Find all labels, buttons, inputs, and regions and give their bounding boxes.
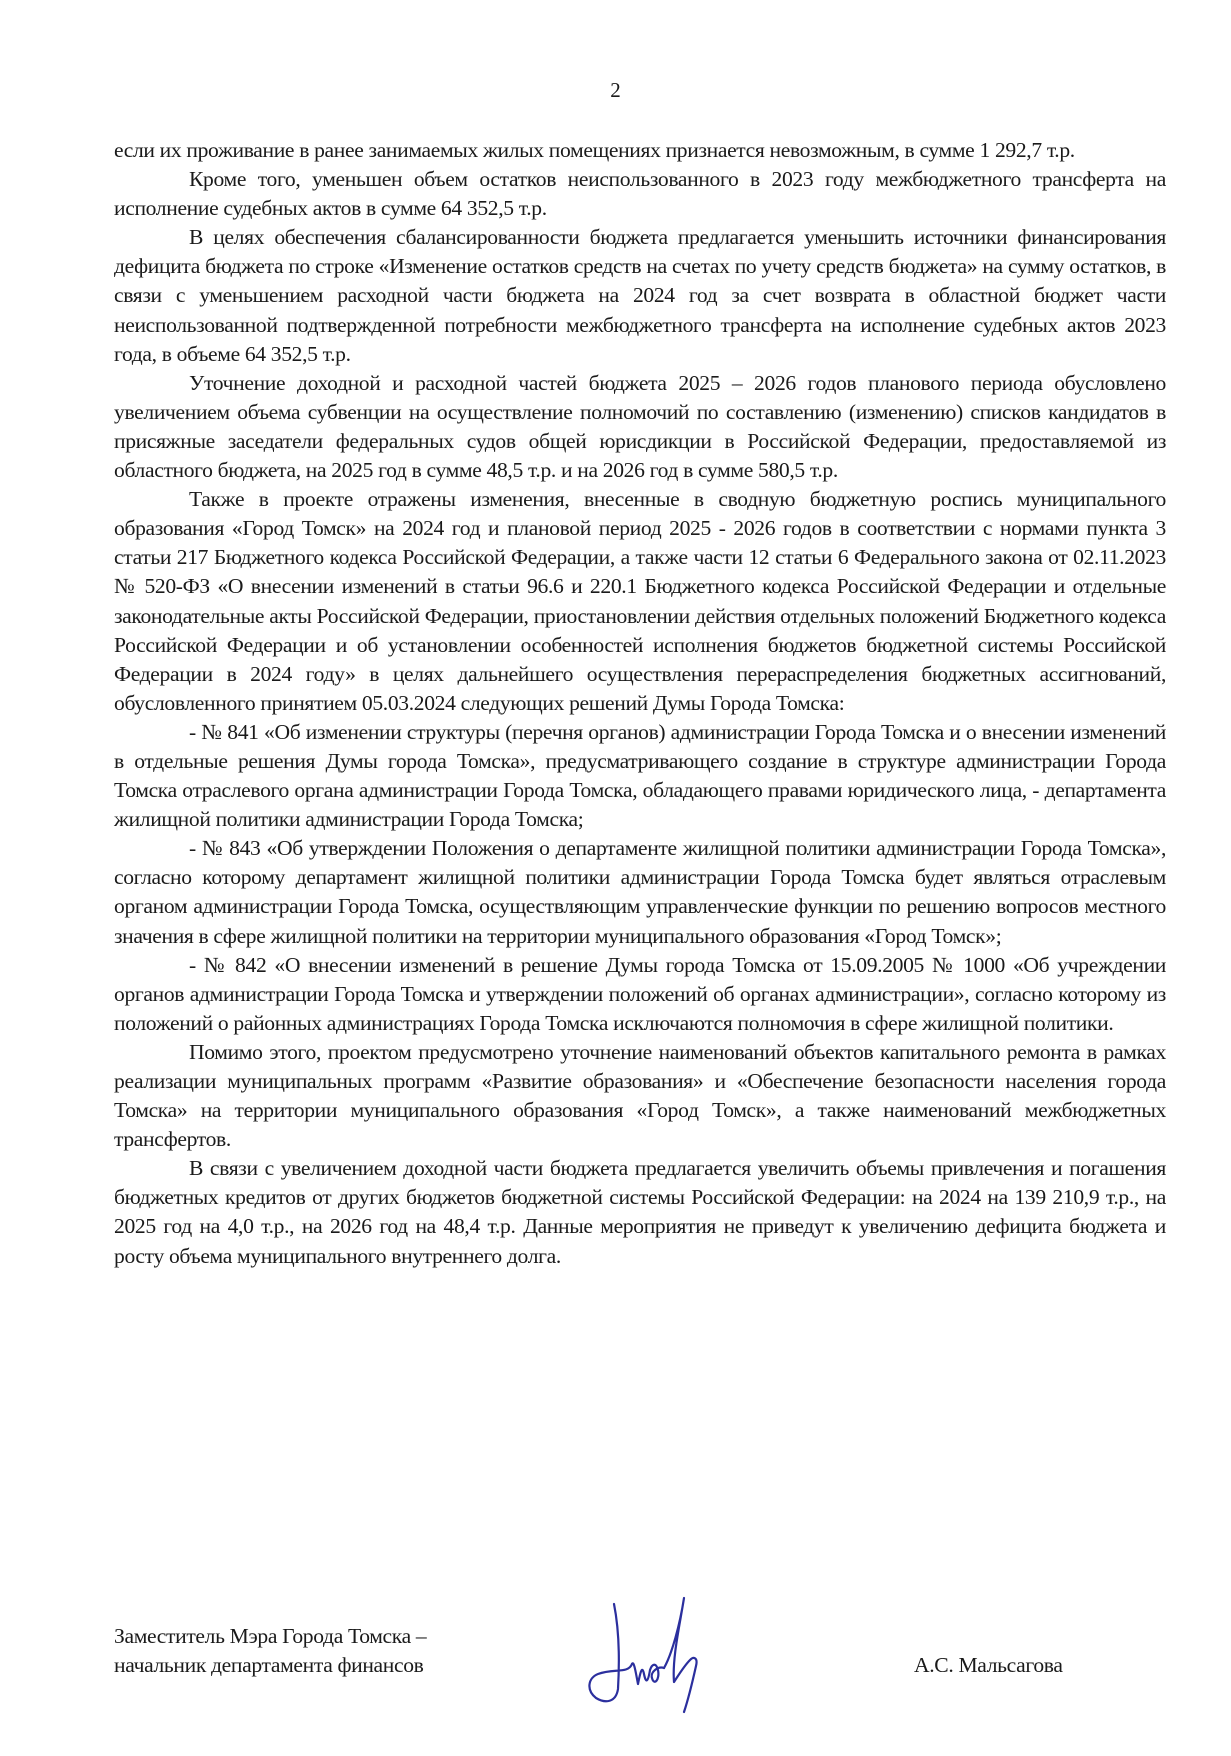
- paragraph: Также в проекте отражены изменения, внесенные в сводную бюджетную роспись муниципального образования «Город Томск» на 2024 год и плановой период 2025 - 2026 годов в соответствии с нормами пункта 3 статьи 217 Бюджетного кодекса Российской Федерации, а также части 12 статьи 6 Федерального закона от 02.11.2023 № 520-ФЗ «О внесении изменений в статьи 96.6 и 220.1 Бюджетного кодекса Российской Федерации и отдельные законодательные акты Российской Федерации, приостановлении действия отдельных положений Бюджетного кодекса Российской Федерации и об установлении особенностей исполнения бюджетов бюджетной системы Российской Федерации в 2024 году» в целях дальнейшего осуществления перераспределения бюджетных ассигнований, обусловленного принятием 05.03.2024 следующих решений Думы Города Томска:: [114, 487, 1166, 715]
- signatory-position-line2: начальник департамента финансов: [114, 1653, 424, 1677]
- paragraph: Уточнение доходной и расходной частей бюджета 2025 – 2026 годов планового периода обусловлено увеличением объема субвенции на осуществление полномочий по составлению (изменению) списков кандидатов в присяжные заседатели федеральных судов общей юрисдикции в Российской Федерации, предоставляемой из областного бюджета, на 2025 год в сумме 48,5 т.р. и на 2026 год в сумме 580,5 т.р.: [114, 370, 1166, 483]
- handwritten-signature-icon: [584, 1594, 714, 1714]
- paragraph: если их проживание в ранее занимаемых жилых помещениях признается невозможным, в сумме 1 292,7 т.р.: [114, 138, 1075, 162]
- signatory-position-line1: Заместитель Мэра Города Томска –: [114, 1624, 427, 1648]
- paragraph: Кроме того, уменьшен объем остатков неиспользованного в 2023 году межбюджетного трансферта на исполнение судебных актов в сумме 64 352,5 т.р.: [114, 167, 1166, 221]
- signatory-name: А.С. Мальсагова: [914, 1653, 1063, 1677]
- signature-block: [114, 1622, 1166, 1742]
- list-item-decision-841: - № 841 «Об изменении структуры (перечня органов) администрации Города Томска и о внесении изменений в отдельные решения Думы города Томска», предусматривающего создание в структуре администрации Города Томска отраслевого органа администрации Города Томска, обладающего правами юридического лица, - департамента жилищной политики администрации Города Томска;: [114, 719, 1166, 832]
- paragraph: В целях обеспечения сбалансированности бюджета предлагается уменьшить источники финансирования дефицита бюджета по строке «Изменение остатков средств на счетах по учету средств бюджета» на сумму остатков, в связи с уменьшением расходной части бюджета на 2024 год за счет возврата в областной бюджет части неиспользованной подтвержденной потребности межбюджетного трансферта на исполнение судебных актов 2023 года, в объеме 64 352,5 т.р.: [114, 225, 1166, 366]
- signatory-position: [114, 1622, 426, 1680]
- list-item-decision-843: - № 843 «Об утверждении Положения о департаменте жилищной политики администрации Города Томска», согласно которому департамент жилищной политики администрации Города Томска будет являться отраслевым органом администрации Города Томска, осуществляющим управленческие функции по решению вопросов местного значения в сфере жилищной политики на территории муниципального образования «Город Томск»;: [114, 836, 1166, 948]
- page-number: 2: [610, 78, 621, 102]
- paragraph: В связи с увеличением доходной части бюджета предлагается увеличить объемы привлечения и погашения бюджетных кредитов от других бюджетов бюджетной системы Российской Федерации: на 2024 на 139 210,9 т.р., на 2025 год на 4,0 т.р., на 2026 год на 48,4 т.р. Данные мероприятия не приведут к увеличению дефицита бюджета и росту объема муниципального внутреннего долга.: [114, 1156, 1166, 1268]
- document-body: [114, 136, 1166, 1271]
- paragraph: Помимо этого, проектом предусмотрено уточнение наименований объектов капитального ремонта в рамках реализации муниципальных программ «Развитие образования» и «Обеспечение безопасности населения города Томска» на территории муниципального образования «Город Томск», а также наименований межбюджетных трансфертов.: [114, 1039, 1166, 1152]
- list-item-decision-842: - № 842 «О внесении изменений в решение Думы города Томска от 15.09.2005 № 1000 «Об учреждении органов администрации Города Томска и утверждении положений об органах администрации», согласно которому из положений о районных администрациях Города Томска исключаются полномочия в сфере жилищной политики.: [114, 952, 1166, 1035]
